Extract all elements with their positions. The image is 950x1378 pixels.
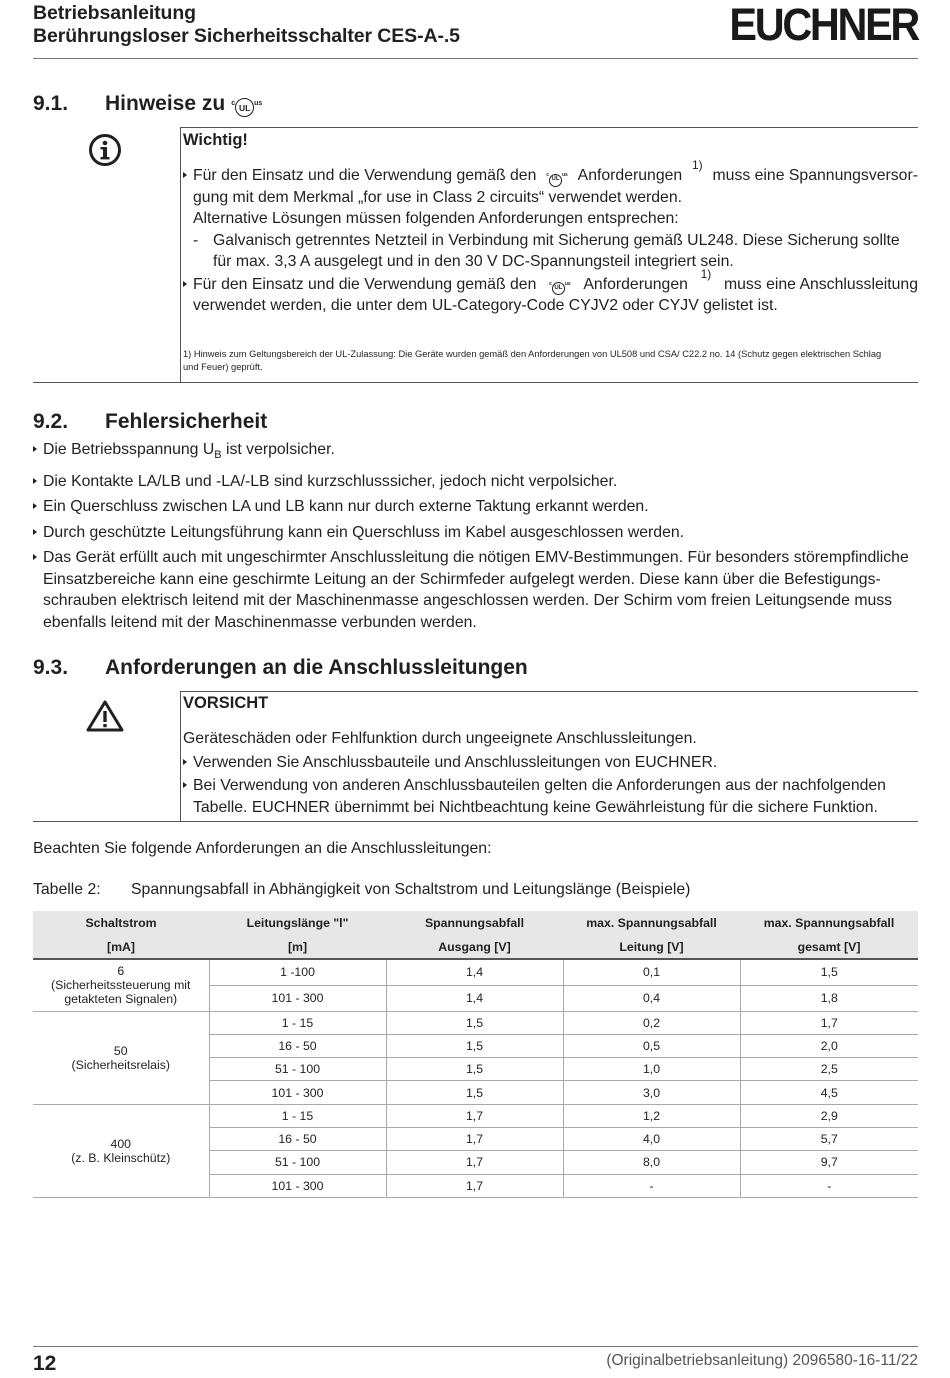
table-cell: 16 - 50: [209, 1127, 386, 1150]
table-cell: 0,4: [563, 985, 740, 1011]
column-unit: gesamt [V]: [740, 935, 918, 959]
header-line-2: Berührungsloser Sicherheitsschalter CES-A-.5: [33, 25, 460, 47]
table-cell: 9,7: [740, 1151, 918, 1174]
table-cell: 2,0: [740, 1034, 918, 1057]
table-cell: 1,5: [740, 959, 918, 985]
column-unit: [mA]: [33, 935, 209, 959]
table-cell: 101 - 300: [209, 1081, 386, 1104]
table-cell: 101 - 300: [209, 1174, 386, 1197]
table-cell: 1,5: [386, 1058, 563, 1081]
column-unit: Ausgang [V]: [386, 935, 563, 959]
table-cell: -: [563, 1174, 740, 1197]
caution-intro: Geräteschäden oder Fehlfunktion durch ungeeignete Anschlussleitungen.: [183, 730, 697, 747]
info-icon: [88, 133, 122, 167]
table-row: [33, 1104, 918, 1127]
section-number-9-2: 9.2.: [33, 410, 69, 433]
table-header-row-1: [33, 911, 918, 935]
column-header: Leitungslänge "l": [209, 911, 386, 935]
table-cell: 1,8: [740, 985, 918, 1011]
table-row: [33, 959, 918, 985]
voltage-drop-table: [33, 911, 918, 1198]
table-cell: 1,7: [386, 1151, 563, 1174]
table-cell: 1,0: [563, 1058, 740, 1081]
table-cell: 8,0: [563, 1151, 740, 1174]
section-title-text: Hinweise zu: [105, 92, 226, 115]
info-dash-item: - Galvanisch getrenntes Netzteil in Verbindung mit Sicherung gemäß UL248. Diese Sicherung sollte für max. 3,3 A ausgelegt und in den 30 V DC-Spannungsteil integriert sein.: [193, 231, 900, 270]
table-cell: 0,1: [563, 959, 740, 985]
caution-box-left-rule: [180, 692, 181, 821]
footer-divider: [33, 1346, 918, 1347]
table-cell: 51 - 100: [209, 1151, 386, 1174]
table-cell: 0,5: [563, 1034, 740, 1057]
cul-us-mark-icon: c UL us: [549, 274, 571, 296]
table-cell: 1,5: [386, 1011, 563, 1034]
table-cell: 101 - 300: [209, 985, 386, 1011]
column-unit: Leitung [V]: [563, 935, 740, 959]
caution-bullet-1: Verwenden Sie Anschlussbauteile und Anschlussleitungen von EUCHNER.: [183, 752, 918, 774]
page-number: 12: [33, 1352, 57, 1375]
table-cell: 1,7: [386, 1174, 563, 1197]
info-bullet-1: Für den Einsatz und die Verwendung gemäß den c UL us Anforderungen 1) muss eine Spannungsversor- gung mit dem Merkmal „for use in Class 2 circuits“ verwendet werden. Alternative Lösungen müssen folgenden Anforderungen entsprechen:: [183, 165, 918, 230]
header-divider: [33, 58, 918, 59]
column-header: max. Spannungsabfall: [563, 911, 740, 935]
caution-box-top-rule: [180, 691, 918, 692]
list-item: Die Betriebsspannung $U_B$ ist verpolsicher.: [33, 439, 918, 467]
table-header-row-2: [33, 935, 918, 959]
fault-safety-list: [33, 439, 918, 633]
info-box-left-rule: [180, 128, 181, 382]
table-cell: -: [740, 1174, 918, 1197]
column-unit: [m]: [209, 935, 386, 959]
section-number-9-1: 9.1.: [33, 92, 69, 115]
table-cell: 4,0: [563, 1127, 740, 1150]
table-cell: 1 - 15: [209, 1011, 386, 1034]
table-cell: 1,5: [386, 1081, 563, 1104]
table-label: Tabelle 2:: [33, 881, 101, 898]
table-caption: Spannungsabfall in Abhängigkeit von Schaltstrom und Leitungslänge (Beispiele): [131, 881, 691, 898]
caution-box-content: [183, 728, 918, 818]
list-item: Ein Querschluss zwischen LA und LB kann nur durch externe Taktung erkannt werden.: [33, 496, 918, 518]
table-cell: 5,7: [740, 1127, 918, 1150]
current-cell: 6 (Sicherheitssteuerung mit getakteten Signalen): [33, 959, 209, 1011]
table-cell: 3,0: [563, 1081, 740, 1104]
euchner-logo: EUCHNER: [729, 0, 918, 50]
cul-us-mark-icon: c UL us: [231, 91, 262, 117]
info-box-bottom-rule: [33, 382, 918, 383]
cul-us-mark-icon: c UL us: [546, 165, 568, 187]
table-row: [33, 1011, 918, 1034]
document-header: [33, 2, 460, 48]
info-bullet-2: Für den Einsatz und die Verwendung gemäß den c UL us Anforderungen 1) muss eine Anschlussleitung verwendet werden, die unter dem UL-Category-Code CYJV2 oder CYJV gelistet ist.: [183, 274, 918, 317]
table-cell: 51 - 100: [209, 1058, 386, 1081]
list-item: Durch geschützte Leitungsführung kann ein Querschluss im Kabel ausgeschlossen werden.: [33, 522, 918, 544]
caution-box-heading: VORSICHT: [183, 694, 269, 712]
column-header: Schaltstrom: [33, 911, 209, 935]
table-cell: 0,2: [563, 1011, 740, 1034]
table-cell: 2,5: [740, 1058, 918, 1081]
table-cell: 1,5: [386, 1034, 563, 1057]
warning-icon: [86, 700, 124, 732]
table-cell: 4,5: [740, 1081, 918, 1104]
caution-bullet-2: Bei Verwendung von anderen Anschlussbauteilen gelten die Anforderungen aus der nachfolgenden Tabelle. EUCHNER übernimmt bei Nichtbeachtung keine Gewährleistung für die sichere Funktion.: [183, 775, 918, 818]
column-header: Spannungsabfall: [386, 911, 563, 935]
header-line-1: Betriebsanleitung: [33, 2, 196, 24]
info-box-content: [183, 158, 918, 317]
table-cell: 1,4: [386, 985, 563, 1011]
section-number-9-3: 9.3.: [33, 656, 69, 679]
table-cell: 16 - 50: [209, 1034, 386, 1057]
footnote-ul-approval: 1) Hinweis zum Geltungsbereich der UL-Zulassung: Die Geräte wurden gemäß den Anforderungen von UL508 und CSA/ C22.2 no. 14 (Schutz gegen elektrischen Schlag und Feuer) geprüft.: [183, 349, 882, 372]
list-item: Die Kontakte LA/LB und -LA/-LB sind kurzschlusssicher, jedoch nicht verpolsicher.: [33, 471, 918, 493]
table-cell: 2,9: [740, 1104, 918, 1127]
table-cell: 1,7: [386, 1104, 563, 1127]
info-box-top-rule: [180, 127, 918, 128]
table-cell: 1 - 15: [209, 1104, 386, 1127]
table-cell: 1,2: [563, 1104, 740, 1127]
table-cell: 1,7: [740, 1011, 918, 1034]
info-box-heading: Wichtig!: [183, 131, 248, 149]
current-cell: 50 (Sicherheitsrelais): [33, 1011, 209, 1104]
current-cell: 400 (z. B. Kleinschütz): [33, 1104, 209, 1197]
section-title-9-3: Anforderungen an die Anschlussleitungen: [105, 656, 528, 679]
table-cell: 1,4: [386, 959, 563, 985]
caution-box-bottom-rule: [33, 821, 918, 822]
section-title-9-1: [105, 91, 262, 117]
column-header: max. Spannungsabfall: [740, 911, 918, 935]
document-reference: (Originalbetriebsanleitung) 2096580-16-11/22: [606, 1352, 918, 1369]
list-item: Das Gerät erfüllt auch mit ungeschirmter Anschlussleitung die nötigen EMV-Bestimmungen. Für besonders störempfindliche Einsatzbereiche kann eine geschirmte Leitung an der Schirmfeder aufgelegt werden. Diese kann über die Befestigungs- schrauben elektrisch leitend mit der Maschinenmasse angeschlossen werden. Der Schirm vom freien Leitungsende muss ebenfalls leitend mit der Maschinenmasse verbunden werden.: [33, 547, 918, 633]
requirements-intro: Beachten Sie folgende Anforderungen an die Anschlussleitungen:: [33, 840, 492, 857]
table-cell: 1,7: [386, 1127, 563, 1150]
table-cell: 1 -100: [209, 959, 386, 985]
section-title-9-2: Fehlersicherheit: [105, 410, 268, 433]
